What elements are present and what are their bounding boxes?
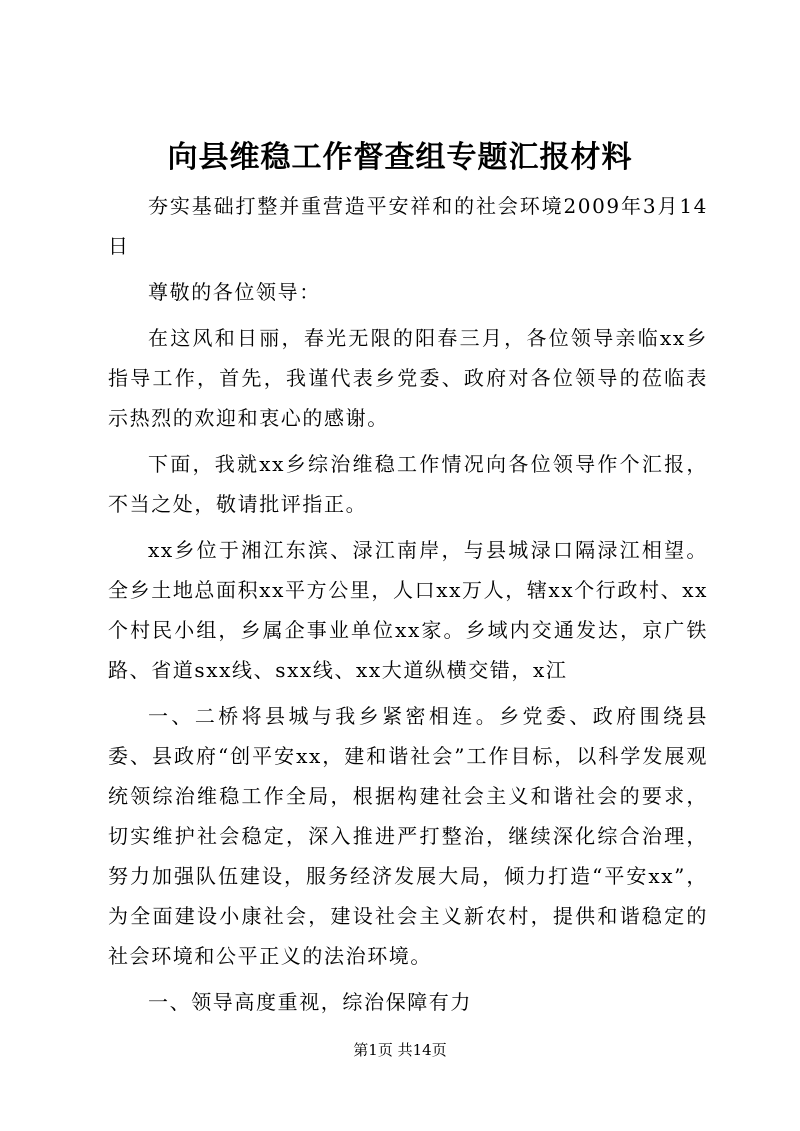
paragraph-salutation: 尊敬的各位领导： <box>148 280 321 304</box>
paragraph-subtitle: 夯实基础打整并重营造平安祥和的社会环境2009年3月14日 <box>108 194 708 258</box>
paragraph-intro: 下面，我就xx乡综治维稳工作情况向各位领导作个汇报，不当之处，敬请批评指正。 <box>108 452 708 516</box>
document-title: 向县维稳工作督查组专题汇报材料 <box>167 140 633 175</box>
document-body <box>108 186 708 1028</box>
paragraph-welcome: 在这风和日丽，春光无限的阳春三月，各位领导亲临xx乡指导工作，首先，我谨代表乡党委、政府对各位领导的莅临表示热烈的欢迎和衷心的感谢。 <box>108 326 708 430</box>
page-number-footer: 第1页 共14页 <box>353 1041 447 1059</box>
section-heading-1: 一、领导高度重视，综治保障有力 <box>148 990 472 1014</box>
paragraph-overview: xx乡位于湘江东滨、渌江南岸，与县城渌口隔渌江相望。全乡土地总面积xx平方公里，人口xx万人，辖xx个行政村、xx个村民小组，乡属企事业单位xx家。乡域内交通发达，京广铁路、省道sxx线、sxx线、xx大道纵横交错，x江 <box>108 538 708 682</box>
paragraph-goals: 一、二桥将县城与我乡紧密相连。乡党委、政府围绕县委、县政府“创平安xx，建和谐社会”工作目标，以科学发展观统领综治维稳工作全局，根据构建社会主义和谐社会的要求，切实维护社会稳定，深入推进严打整治，继续深化综合治理，努力加强队伍建设，服务经济发展大局，倾力打造“平安xx”，为全面建设小康社会，建设社会主义新农村，提供和谐稳定的社会环境和公平正义的法治环境。 <box>108 704 708 968</box>
